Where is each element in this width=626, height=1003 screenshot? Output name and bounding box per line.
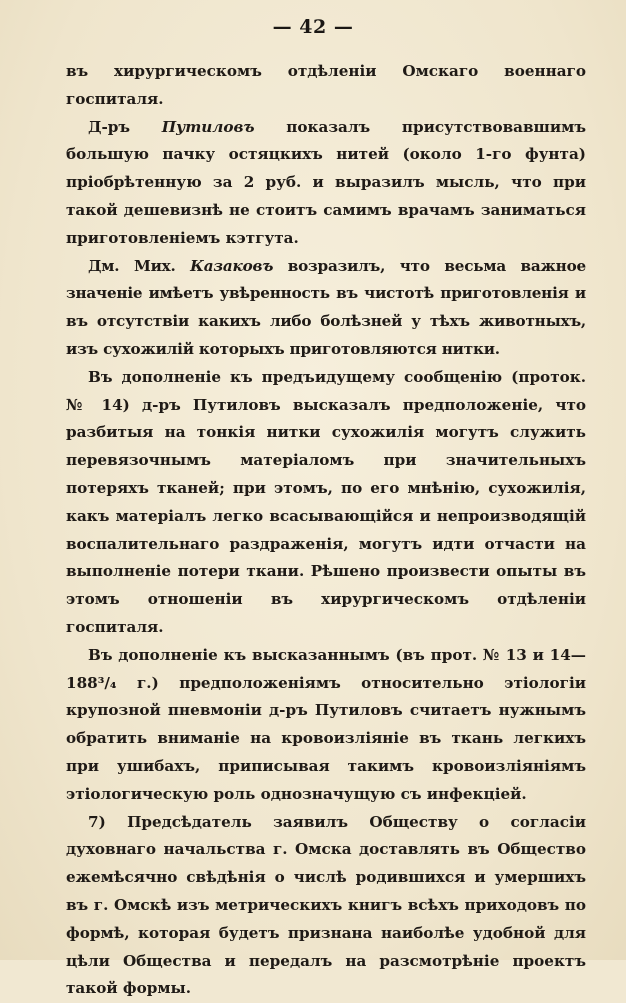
page-number: — 42 — bbox=[272, 16, 354, 38]
paragraph-continuation: въ хирургическомъ отдѣленіи Омскаго военнаго госпиталя. bbox=[66, 62, 586, 108]
person-name-putilov: Путиловъ bbox=[161, 117, 255, 136]
paragraph-prefix: Д-ръ bbox=[88, 117, 162, 136]
paragraph-pneumonia-etiology: Въ дополненіе къ высказаннымъ (въ прот. № 13 и 14— 188³/₄ г.) предположеніямъ относительно этіологіи крупозной пневмоніи д-ръ Путиловъ считаетъ нужнымъ обратить вниманіе на кровоизліяніе въ ткань легкихъ при ушибахъ, приписывая такимъ кровоизліяніямъ этіологическую роль однозначущую съ инфекціей. bbox=[66, 645, 586, 803]
person-name-kazakov: Казаковъ bbox=[190, 256, 274, 275]
paragraph-chairman-statement: 7) Предсѣдатель заявилъ Обществу о согласіи духовнаго начальства г. Омска доставлять въ Общество ежемѣсячно свѣдѣнія о числѣ родившихся и умершихъ въ г. Омскѣ изъ метрическихъ книгъ всѣхъ приходовъ по формѣ, которая будетъ признана наиболѣе удобной для цѣли Общества и передалъ на разсмотрѣніе проектъ такой формы. bbox=[66, 812, 586, 998]
body-text bbox=[66, 58, 586, 1003]
paragraph-body: возразилъ, что весьма важное значеніе имѣетъ увѣренность въ чистотѣ приготовленія и въ отсутствіи какихъ либо болѣзней у тѣхъ животныхъ, изъ сухожилій которыхъ приготовляются нитки. bbox=[66, 256, 586, 358]
paragraph-body: показалъ присутствовавшимъ большую пачку остяцкихъ нитей (около 1-го фунта) пріобрѣтенную за 2 руб. и выразилъ мысль, что при такой дешевизнѣ не стоитъ самимъ врачамъ заниматься приготовленіемъ кэтгута. bbox=[66, 117, 586, 247]
paragraph-prefix: Дм. Мих. bbox=[88, 256, 191, 275]
paragraph-putilov-threads bbox=[66, 114, 586, 253]
paragraph-kazakov-reply bbox=[66, 253, 586, 364]
paragraph-tendon-material: Въ дополненіе къ предъидущему сообщенію (проток. № 14) д-ръ Путиловъ высказалъ предположеніе, что разбитыя на тонкія нитки сухожилія могутъ служить перевязочнымъ матеріаломъ при значительныхъ потеряхъ тканей; при этомъ, по его мнѣнію, сухожилія, какъ матеріалъ легко всасывающійся и непроизводящій воспалительнаго раздраженія, могутъ идти отчасти на выполненіе потери ткани. Рѣшено произвести опыты въ этомъ отношеніи въ хирургическомъ отдѣленіи госпиталя. bbox=[66, 367, 586, 636]
